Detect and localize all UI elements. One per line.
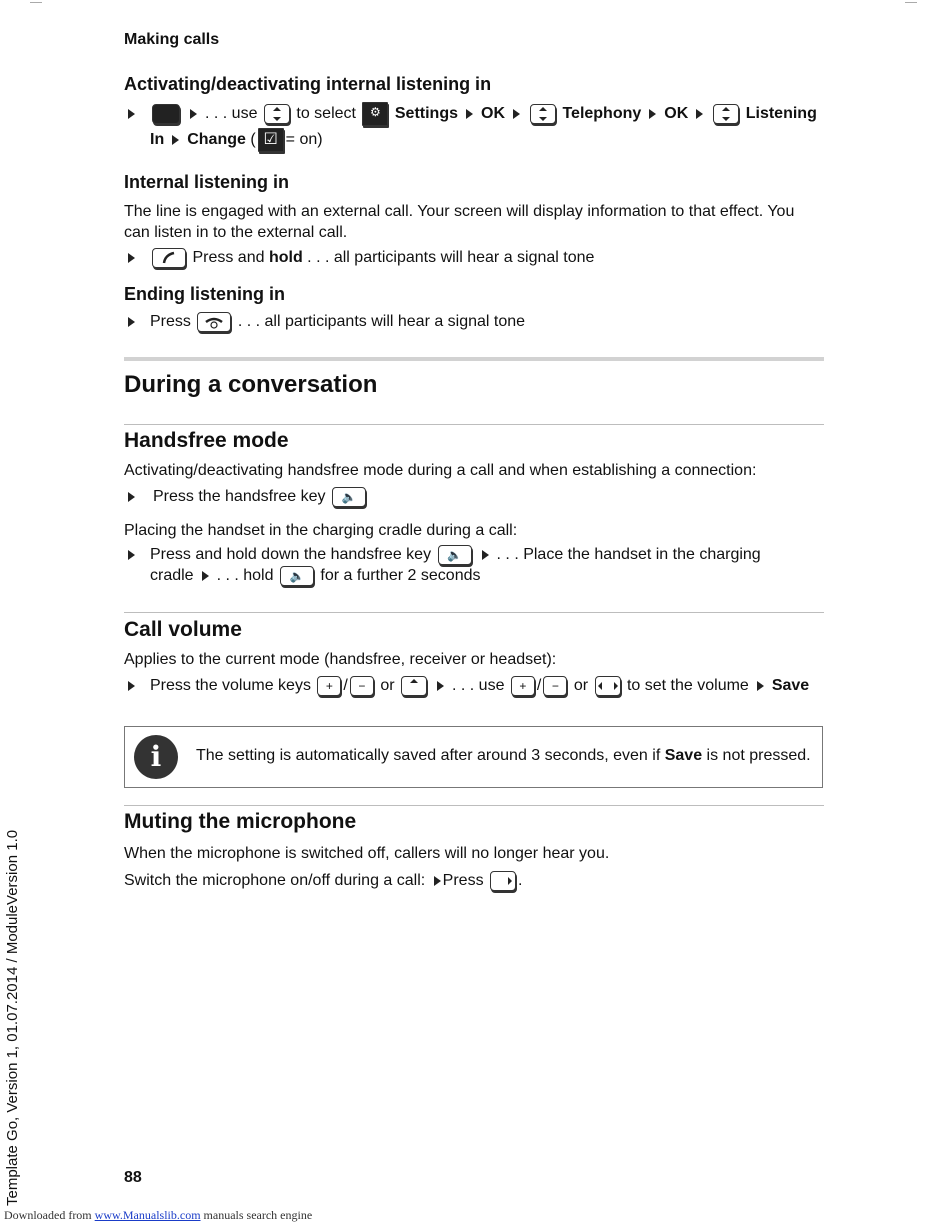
menu-in: In [150, 131, 165, 148]
handsfree-key-icon: 🔈 [332, 487, 366, 507]
text-press: Press [442, 872, 484, 889]
text-or: or [380, 677, 395, 694]
section-divider [124, 612, 824, 613]
footer-link[interactable]: www.Manualslib.com [94, 1208, 201, 1222]
step-handsfree-2 [124, 544, 824, 586]
arrow-icon [172, 135, 179, 145]
section-title-volume: Call volume [124, 618, 242, 641]
text-hold: . . . hold [216, 567, 274, 584]
text-press-handsfree: Press the handsfree key [153, 488, 326, 505]
menu-key-icon [152, 104, 180, 124]
arrow-icon [437, 681, 444, 691]
text-slash: / [536, 677, 542, 694]
plus-key-icon: + [317, 676, 341, 696]
paragraph-handsfree-2: Placing the handset in the charging cradle during a call: [124, 522, 518, 539]
step-arrow-icon [128, 253, 135, 263]
info-note-text [196, 745, 811, 766]
step-handsfree-1 [124, 484, 824, 510]
chapter-title: During a conversation [124, 371, 378, 398]
nav-leftright-icon [595, 676, 621, 696]
arrow-icon [190, 109, 197, 119]
step-ending [124, 309, 824, 335]
text-or: or [573, 677, 589, 694]
arrow-icon [202, 571, 209, 581]
step-arrow-icon [128, 109, 135, 119]
text-set-volume: to set the volume [626, 677, 749, 694]
menu-ok-2: OK [664, 105, 689, 122]
text-press-hold-handsfree: Press and hold down the handsfree key [150, 546, 432, 563]
paren-open: ( [250, 131, 256, 148]
section-divider [124, 424, 824, 425]
step-arrow-icon [128, 550, 135, 560]
arrow-icon [466, 109, 473, 119]
arrow-icon [757, 681, 764, 691]
text-period: . [518, 872, 523, 889]
section-title-handsfree: Handsfree mode [124, 429, 289, 452]
menu-settings: Settings [394, 105, 458, 122]
handsfree-key-icon: 🔈 [280, 566, 314, 586]
text-to-select: to select [296, 105, 356, 122]
crop-mark-right [905, 2, 917, 3]
paragraph-muting-2 [124, 870, 522, 891]
step-volume [124, 673, 824, 699]
checkbox-checked-icon: ☑ [258, 128, 284, 152]
menu-telephony: Telephony [562, 105, 642, 122]
text-use: . . . use [452, 677, 505, 694]
text-press: Press [150, 313, 191, 330]
section-title-muting: Muting the microphone [124, 810, 357, 833]
text-on: = on) [285, 131, 323, 148]
note-text-a: The setting is automatically saved after around 3 seconds, even if [196, 747, 661, 764]
arrow-icon [513, 109, 520, 119]
minus-key-icon: − [350, 676, 374, 696]
step-internal [124, 245, 824, 271]
arrow-icon [482, 550, 489, 560]
section-divider-thick [124, 357, 824, 361]
note-save: Save [664, 747, 703, 764]
footer-prefix: Downloaded from [4, 1208, 92, 1222]
note-text-b: is not pressed. [706, 747, 811, 764]
handsfree-key-icon: 🔈 [438, 545, 472, 565]
footer [4, 1208, 312, 1223]
page-number: 88 [124, 1169, 142, 1186]
step-arrow-icon [128, 317, 135, 327]
text-hold: hold [268, 249, 303, 266]
settings-gear-icon: ⚙ [362, 102, 388, 126]
text-slash: / [343, 677, 348, 694]
section-divider [124, 805, 824, 806]
step-arrow-icon [128, 492, 135, 502]
paragraph-handsfree-1: Activating/deactivating handsfree mode during a call and when establishing a connection: [124, 462, 757, 479]
step-arrow-icon [128, 681, 135, 691]
text-switch-mic: Switch the microphone on/off during a call: [124, 872, 426, 889]
talk-key-icon [152, 248, 186, 268]
text-two-seconds: for a further 2 seconds [320, 567, 481, 584]
nav-up-icon [401, 676, 427, 696]
arrow-icon [649, 109, 656, 119]
menu-change: Change [187, 131, 246, 148]
text-place-handset: . . . Place the handset in the charging [496, 546, 761, 563]
end-call-key-icon [197, 312, 231, 332]
section-title-ending: Ending listening in [124, 284, 285, 304]
paragraph-muting-1: When the microphone is switched off, callers will no longer hear you. [124, 845, 610, 862]
paragraph-internal: The line is engaged with an external call. Your screen will display information to that effect. You can listen in to the external call. [124, 203, 795, 241]
nav-updown-icon [264, 104, 290, 124]
running-head: Making calls [124, 31, 220, 48]
section-title-activating: Activating/deactivating internal listening in [124, 74, 492, 94]
info-icon: i [134, 735, 178, 779]
menu-ok-1: OK [481, 105, 505, 122]
nav-updown-icon [713, 104, 739, 124]
text-press-and: Press and [192, 249, 265, 266]
minus-key-icon: − [543, 676, 567, 696]
arrow-icon [434, 876, 441, 886]
arrow-icon [696, 109, 703, 119]
menu-save: Save [771, 677, 810, 694]
text-press-volume-keys: Press the volume keys [150, 677, 311, 694]
text-use: . . . use [205, 105, 258, 122]
nav-updown-icon [530, 104, 556, 124]
plus-key-icon: + [511, 676, 535, 696]
menu-listening: Listening [745, 105, 817, 122]
text-signal-tone: . . . all participants will hear a signal tone [307, 249, 595, 266]
paragraph-volume: Applies to the current mode (handsfree, receiver or headset): [124, 651, 557, 668]
text-cradle: cradle [150, 567, 194, 584]
nav-right-icon [490, 871, 516, 891]
sidebar-version-text: Template Go, Version 1, 01.07.2014 / ModuleVersion 1.0 [4, 829, 21, 1206]
section-title-internal: Internal listening in [124, 172, 290, 192]
step-activating [124, 101, 824, 153]
footer-suffix: manuals search engine [203, 1208, 313, 1222]
info-note [124, 726, 823, 788]
text-signal-tone: . . . all participants will hear a signal tone [237, 313, 526, 330]
crop-mark-left [30, 2, 42, 3]
